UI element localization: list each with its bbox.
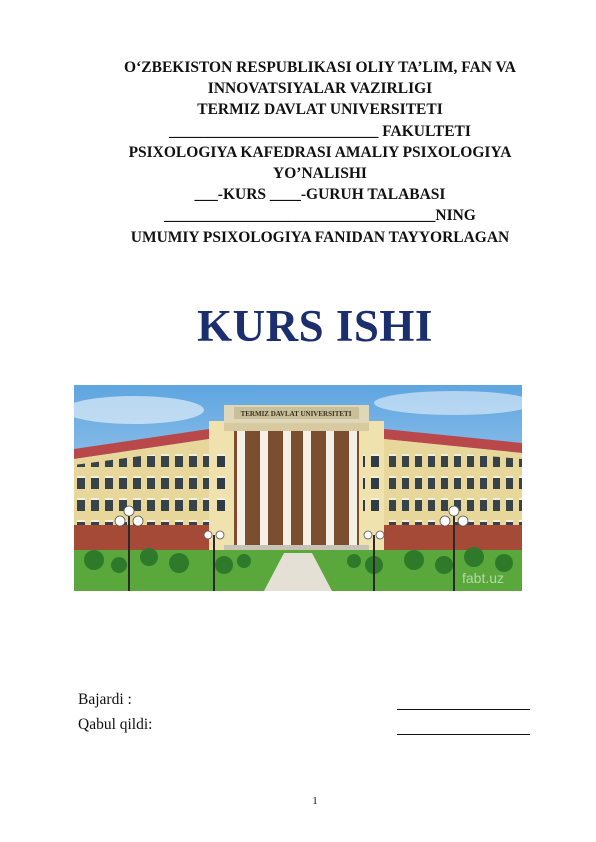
header-line-ministry-1: O‘ZBEKISTON RESPUBLIKASI OLIY TA’LIM, FAN VA <box>124 59 516 76</box>
header-line-university: TERMIZ DAVLAT UNIVERSITETI <box>197 101 443 119</box>
bajardi-signature-line <box>397 709 530 710</box>
header-line-direction: YO’NALISHI <box>273 165 367 183</box>
document-title: KURS ISHI <box>197 301 433 351</box>
qabul-qildi-label: Qabul qildi: <box>78 716 153 733</box>
watermark-text: fabt.uz <box>462 570 505 586</box>
building-sign-text: TERMIZ DAVLAT UNIVERSITETI <box>240 410 352 418</box>
header-line-ministry-2: INNOVATSIYALAR VAZIRLIGI <box>207 80 433 98</box>
bajardi-label: Bajardi : <box>78 691 132 708</box>
header-line-student: ___________________________________NING <box>164 207 476 225</box>
university-building-photo <box>74 385 522 591</box>
page-number: 1 <box>312 795 318 807</box>
header-line-faculty: ___________________________ FAKULTETI <box>169 122 471 140</box>
header-line-course-group: ___-KURS ____-GURUH TALABASI <box>194 186 446 204</box>
qabul-signature-line <box>397 734 530 735</box>
header-line-subject: UMUMIY PSIXOLOGIYA FANIDAN TAYYORLAGAN <box>130 228 510 246</box>
header-line-department: PSIXOLOGIYA KAFEDRASI AMALIY PSIXOLOGIYA <box>128 143 512 161</box>
header-block <box>60 57 580 248</box>
